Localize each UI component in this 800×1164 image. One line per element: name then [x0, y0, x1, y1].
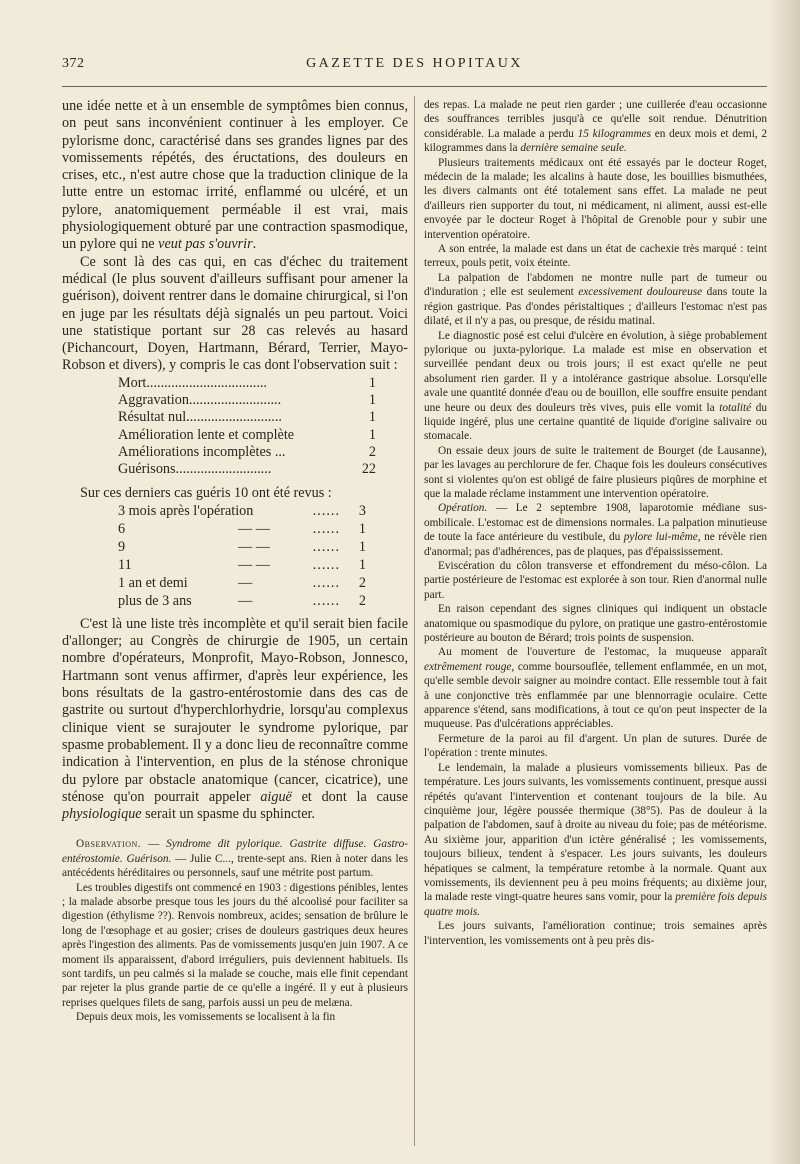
table-row: Améliorations incomplètes ... 2: [118, 443, 376, 460]
page-header: [62, 56, 767, 78]
paragraph: Depuis deux mois, les vomissements se localisent à la fin: [76, 1011, 336, 1024]
running-head: GAZETTE DES HOPITAUX: [306, 56, 523, 71]
table-row: Aggravation.......................... 1: [118, 392, 376, 409]
table-row: plus de 3 ans — ...... 2: [118, 592, 366, 609]
statistics-table: [62, 375, 408, 479]
paragraph: Plusieurs traitements médicaux ont été essayés par le docteur Roget, médecin de la malade; les alcalins à haute dose, les bouillies bismuthées, les divers calmants ont été totalement sans effet. La malade ne peut d'ailleurs rien supporter du tout, ni médicament, ni aliment, aussi est-elle envoyée par le docteur Roget à l'hôpital de Grenoble pour y subir une intervention opératoire.: [424, 156, 767, 241]
table-row: Mort.................................. 1: [118, 374, 376, 391]
paragraph: Fermeture de la paroi au fil d'argent. Un plan de sutures. Durée de l'opération : trente minutes.: [424, 732, 767, 760]
right-column: [424, 98, 767, 948]
table-row: 1 an et demi — ...... 2: [118, 574, 366, 591]
left-column: [62, 98, 408, 1025]
paragraph: Sur ces derniers cas guéris 10 ont été revus :: [80, 484, 332, 501]
table-row: Guérisons........................... 22: [118, 461, 376, 478]
table-row: Amélioration lente et complète 1: [118, 426, 376, 443]
paragraph: Au moment de l'ouverture de l'estomac, la muqueuse apparaît extrêmement rouge, comme boursouflée, tellement enflammée, en un mot, qu'elle semble devoir saigner au moindre contact. Elle ressemble tout à fait à une conjonctive très enflammée par une blennorragie oculaire. Cette apparence s'étend, sans modifications, à tout ce qu'on peut inspecter de la muqueuse. Pas d'ulcérations appréciables.: [424, 646, 767, 731]
paragraph: On essaie deux jours de suite le traitement de Bourget (de Lausanne), par les lavages au perchlorure de fer. Chaque fois les douleurs consécutives sont si violentes qu'on est obligé de faire plusieurs piqûres de morphine et que la malade réclame instamment une intervention opératoire.: [424, 444, 767, 500]
paragraph: Le diagnostic posé est celui d'ulcère en évolution, à siège probablement pylorique ou juxta-pylorique. La malade est mise en observation et surveillée pendant deux ou trois jours; il est exact qu'elle ne peut absolument rien garder. Il y a intolérance gastrique absolue. Lorsqu'elle avale une quantité donnée d'eau ou de bouillon, elle souffre ensuite pendant une heure ou deux des douleurs très vives, puis elle vomit la totalité du liquide ingéré, plus une certaine quantité de liquide d'origine salivaire ou stomacale.: [424, 329, 767, 443]
follow-up-table: [62, 502, 408, 610]
paragraph: des repas. La malade ne peut rien garder ; une cuillerée d'eau occasionne des souffrances terribles jusqu'à ce qu'elle soit rendue. Dénutrition considérable. La malade a perdu 15 kilogrammes en deux mois et demi, 2 kilogrammes dans la dernière semaine seule.: [424, 99, 767, 155]
table-row: 9 — — ...... 1: [118, 538, 366, 555]
column-divider: [414, 96, 415, 1146]
table-row: 11 — — ...... 1: [118, 556, 366, 573]
table-row: 6 — — ...... 1: [118, 520, 366, 537]
table-row: Résultat nul........................... 1: [118, 409, 376, 426]
paragraph: Les troubles digestifs ont commencé en 1903 : digestions pénibles, lentes ; la malade absorbe presque tous les jours du thé alcoolisé pour faciliter sa digestion (éthylisme ??). Renvois nombreux, acides; sensation de brûlure le long de l'œsophage et au gosier; crises de douleurs gastriques deux heures après l'ingestion des aliments. Pas de vomissements jusqu'en juin 1907. A ce moment ils apparaissent, d'abord irréguliers, puis deviennent habituels. Ils sont tardifs, un peu calmés si la malade se couche, mais elle finit cependant par rejeter la plus grande partie de ce qu'elle a ingéré. Il y eut à plusieurs reprises quelques filets de sang, parfois aussi un peu de melæna.: [62, 881, 408, 1009]
paragraph: Ce sont là des cas qui, en cas d'échec du traitement médical (le plus souvent d'ailleurs suffisant pour amener la guérison), doivent rentrer dans le domaine chirurgical, si l'on en juge par les résultats déjà signalés un peu partout. Voici une statistique portant sur 28 cas relevés au hasard (Pichancourt, Doyen, Hartmann, Bérard, Terrier, Mayo-Robson et divers), y compris le cas dont l'observation suit :: [62, 253, 408, 374]
header-rule: [62, 86, 767, 87]
observation-heading: Observation. — Syndrome dit pylorique. Gastrite diffuse. Gastro-entérostomie. Guérison. — Julie C..., trente-sept ans. Rien à noter dans les antécédents héréditaires ou personnels, sauf une métrite post partum.: [62, 838, 408, 880]
paragraph: une idée nette et à un ensemble de symptômes bien connus, on peut sans inconvénient continuer à les employer. Ce pylorisme donc, caractérisé dans ses grandes lignes par des vomissements répétés, des éructations, des douleurs en crises, etc., n'est autre chose que la traduction clinique de la lutte entre un estomac irrité, enflammé ou ulcéré, et un pylore, anatomiquement perméable il est vrai, mais physiologiquement obturé par une contraction spasmodique, un pylore qui ne veut pas s'ouvrir.: [62, 98, 408, 253]
paragraph: C'est là une liste très incomplète et qu'il serait bien facile d'allonger; au Congrès de chirurgie de 1905, un certain nombre d'opérateurs, Monprofit, Mayo-Robson, Jonnesco, Hartmann sont venus affirmer, d'après leur expérience, les bons résultats de la gastro-entérostomie dans des cas de gastrite ou surtout d'hyperchlorhydrie, lorsqu'au complexus clinique vient se surajouter le syndrome pylorique, par spasme probablement. Il y a donc lieu de reconnaître comme indication à l'intervention, en plus de la sténose chronique du pylore par obstacle anatomique (cancer, cicatrice), une sténose qu'on pourrait appeler aiguë et dont la cause physiologique serait un spasme du sphincter.: [62, 615, 409, 823]
table-row: 3 mois après l'opération ...... 3: [118, 502, 366, 519]
paragraph: En raison cependant des signes cliniques qui indiquent un obstacle anatomique ou spasmodique du pylore, on pratique une gastro-entérostomie postérieure au bouton de Bérard; trois points de suspension.: [424, 603, 767, 645]
paragraph: La palpation de l'abdomen ne montre nulle part de tumeur ou d'induration ; elle est seulement excessivement douloureuse dans toute la région gastrique. Pas d'ondes péristaltiques ; d'ailleurs l'estomac n'est pas dilaté, et il n'y a pas, ou presque, de résidu matinal.: [424, 271, 767, 328]
paragraph: A son entrée, la malade est dans un état de cachexie très marqué : teint terreux, pouls petit, voix éteinte.: [424, 243, 767, 270]
paragraph: Eviscération du côlon transverse et effondrement du méso-côlon. La partie postérieure de l'estomac est explorée à son tour. Rien d'anormal nulle part.: [424, 560, 767, 601]
paragraph: Opération. — Le 2 septembre 1908, laparotomie médiane sus-ombilicale. L'estomac est de dimensions normales. La palpation minutieuse de toute la face antérieure du vestibule, du pylore lui-même, ne révèle rien d'anormal; pas d'adhérences, pas de plaques, pas d'épaississement.: [424, 502, 768, 558]
page-number: 372: [62, 56, 85, 71]
paragraph: Les jours suivants, l'amélioration continue; trois semaines après l'intervention, les vomissements ont à peu près dis-: [424, 920, 767, 947]
paragraph: Le lendemain, la malade a plusieurs vomissements bilieux. Pas de température. Les jours suivants, les vomissements continuent, presque aussi répétés qu'avant l'intervention et contenant toujours de la bile. Au cinquième jour, légère poussée thermique (38°5). Pas de douleur à la palpation de l'abdomen, sauf à droite au niveau du foie; pas de météorisme. Au sixième jour, apparition d'un ictère généralisé ; les vomissements, toujours bilieux, tendent à s'espacer. Les jours suivants, les douleurs hépatiques se calment, la température retombe à la normale. Quant aux vomissements, ils deviennent peu à peu moins fréquents; au dixième jour, la malade reste vingt-quatre heures sans vomir, pour la première fois depuis quatre mois.: [424, 761, 767, 918]
